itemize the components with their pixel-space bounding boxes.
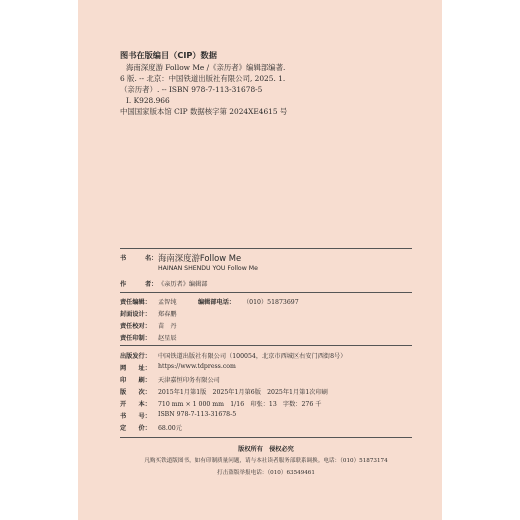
divider-2 <box>120 292 412 293</box>
website: https://www.tdpress.com <box>158 363 236 370</box>
editorial-phone: （010）51873697 <box>243 299 299 306</box>
cip-title: 图书在版编目（CIP）数据 <box>120 50 217 60</box>
isbn: ISBN 978-7-113-31678-5 <box>158 411 237 418</box>
proofreader: 苗 丹 <box>158 323 177 330</box>
print-supervisor-label: 责任印制： <box>120 335 151 342</box>
format-label: 开 本： <box>120 401 151 408</box>
price: 68.00元 <box>158 425 182 432</box>
printer-label: 印 刷： <box>120 377 151 384</box>
cover-designer: 郑春鹏 <box>158 311 177 318</box>
price-label: 定 价： <box>120 425 151 432</box>
rights-statement: 版权所有 侵权必究 <box>238 446 294 453</box>
piracy-report: 打击盗版举报电话：（010）63549461 <box>217 470 315 476</box>
edition-label: 版 次： <box>120 389 151 396</box>
cover-design-label: 封面设计： <box>120 311 151 318</box>
website-label: 网 址： <box>120 365 151 372</box>
publisher: 中国铁道出版社有限公司（100054，北京市西城区右安门西街8号） <box>158 353 347 360</box>
format: 710 mm × 1 000 mm 1/16 印张：13 字数：276 千 <box>158 401 322 408</box>
title-label-suffix: 名： <box>145 255 158 262</box>
cip-line-1: 海南深度游 Follow Me /《亲历者》编辑部编著. <box>126 63 286 72</box>
cip-line-5: 中国国家版本馆 CIP 数据核字第 2024XE4615 号 <box>120 107 288 116</box>
printer: 天津嘉恒印务有限公司 <box>158 377 220 384</box>
publisher-label: 出版发行： <box>120 353 151 360</box>
divider-1 <box>120 248 412 249</box>
cip-line-3: （亲历者）. -- ISBN 978-7-113-31678-5 <box>120 85 263 94</box>
author-label: 作 <box>120 281 127 288</box>
cip-line-2: 6 版. -- 北京：中国铁道出版社有限公司, 2025. 1. <box>120 74 286 83</box>
responsible-editor: 孟智纯 <box>158 299 177 306</box>
quality-notice: 凡购买铁道版图书，如有印制质量问题，请与本社读者服务部联系调换。电话：（010）51873174 <box>144 458 388 464</box>
book-title-en: HAINAN SHENDU YOU Follow Me <box>158 265 258 272</box>
print-supervisor: 赵星辰 <box>158 335 177 342</box>
proofreader-label: 责任校对： <box>120 323 151 330</box>
isbn-label: 书 号： <box>120 413 151 420</box>
editorial-phone-label: 编辑部电话： <box>198 299 236 306</box>
cip-line-4: Ⅰ. K928.966 <box>126 96 170 105</box>
book-title: 海南深度游Follow Me <box>158 253 242 263</box>
author-label-suffix: 者： <box>145 281 158 288</box>
author: 《亲历者》编辑部 <box>158 281 208 288</box>
responsible-editor-label: 责任编辑： <box>120 299 151 306</box>
divider-4 <box>120 437 412 438</box>
edition: 2015年1月第1版 2025年1月第6版 2025年1月第1次印刷 <box>158 389 328 396</box>
title-label: 书 <box>120 255 127 262</box>
divider-3 <box>120 345 412 346</box>
